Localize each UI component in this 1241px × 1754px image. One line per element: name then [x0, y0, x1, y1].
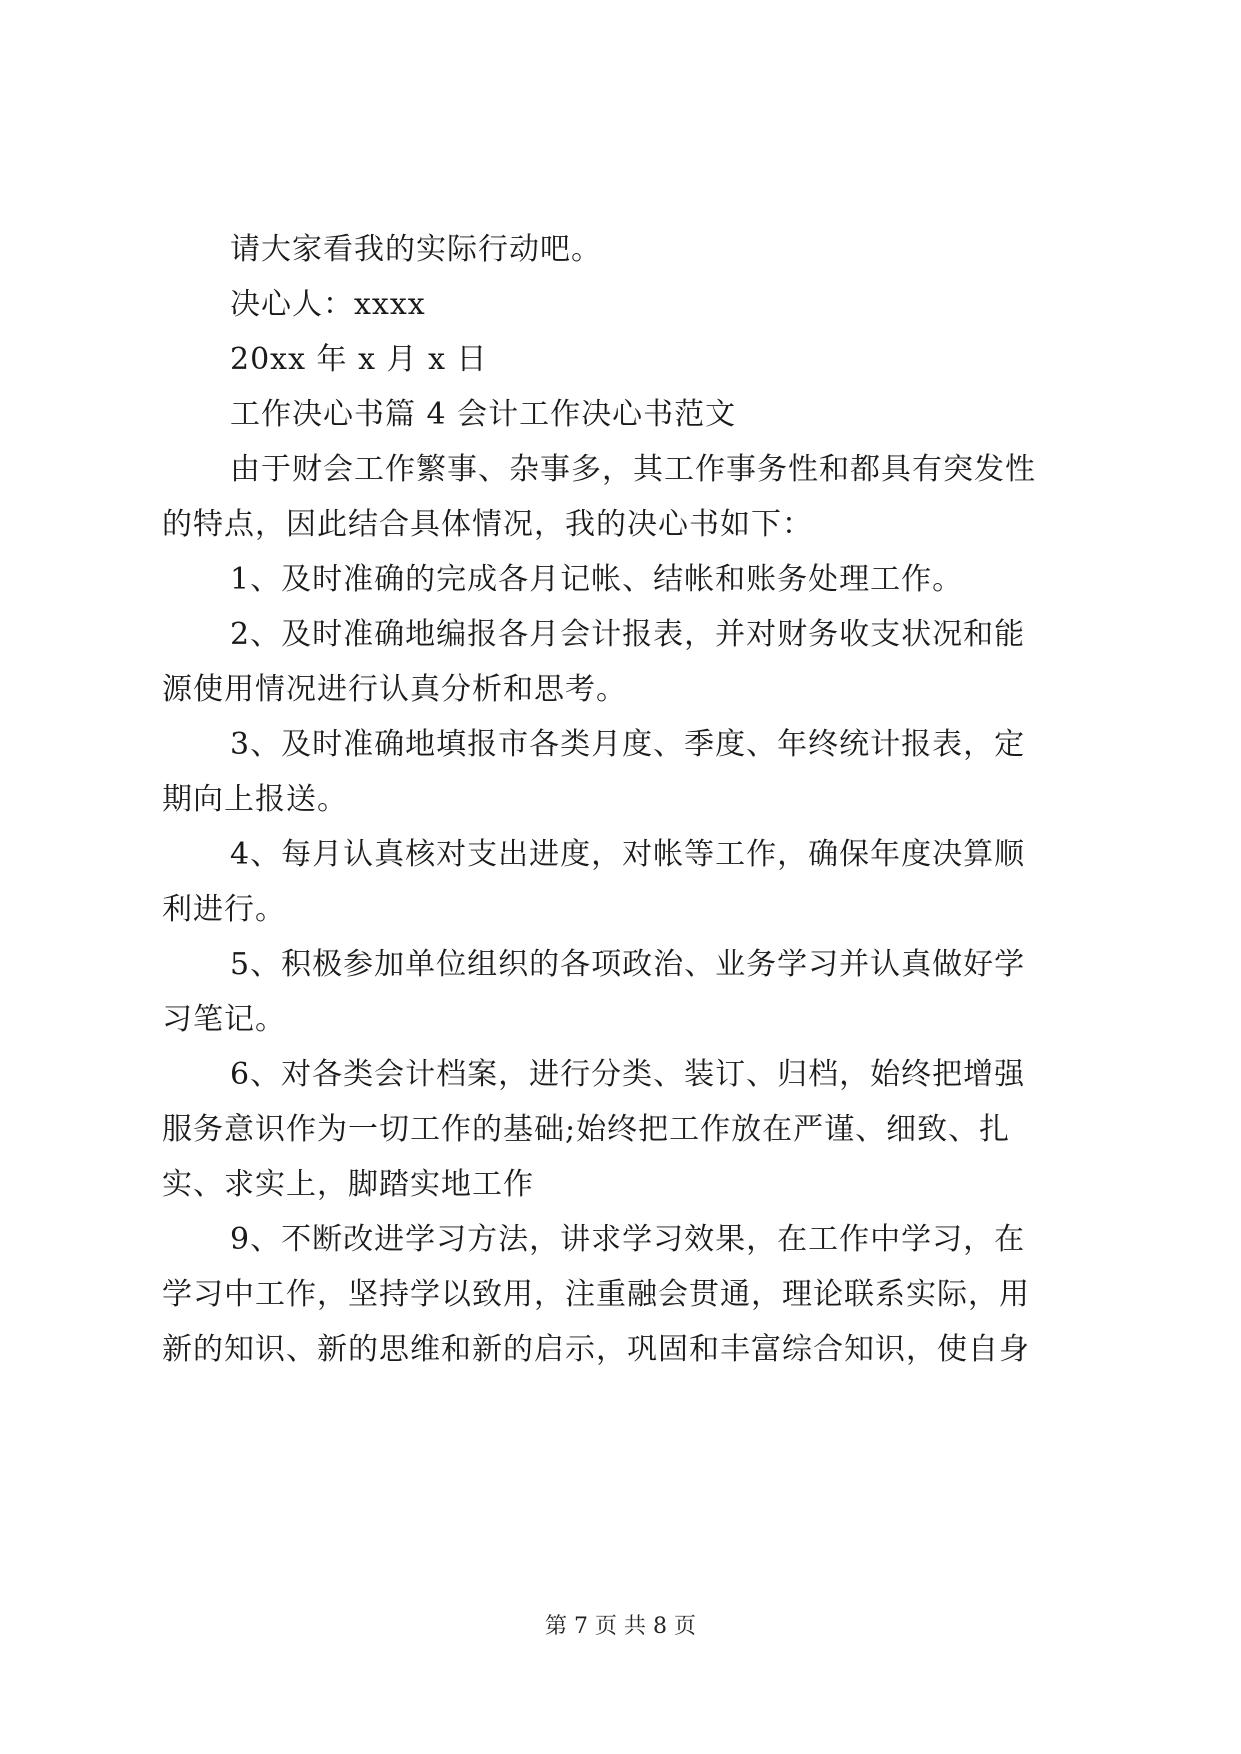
list-item-3: 3、及时准确地填报市各类月度、季度、年终统计报表，定 — [230, 727, 1026, 762]
list-item-4: 4、每月认真核对支出进度，对帐等工作，确保年度决算顺 — [230, 837, 1026, 872]
list-item-6-cont: 实、求实上，脚踏实地工作 — [162, 1167, 534, 1202]
list-item-3-cont: 期向上报送。 — [162, 782, 348, 817]
list-item-5-cont: 习笔记。 — [162, 1002, 286, 1037]
list-item-9-cont: 新的知识、新的思维和新的启示，巩固和丰富综合知识，使自身 — [162, 1332, 1030, 1367]
list-item-9: 9、不断改进学习方法，讲求学习效果，在工作中学习，在 — [230, 1222, 1026, 1257]
list-item-6: 6、对各类会计档案，进行分类、装订、归档，始终把增强 — [230, 1057, 1026, 1092]
list-item-4-cont: 利进行。 — [162, 892, 286, 927]
text-line-closing: 请大家看我的实际行动吧。 — [230, 232, 602, 267]
paragraph-line: 的特点，因此结合具体情况，我的决心书如下： — [162, 507, 813, 542]
paragraph-line: 由于财会工作繁事、杂事多，其工作事务性和都具有突发性 — [230, 452, 1036, 487]
list-item-6-cont: 服务意识作为一切工作的基础;始终把工作放在严谨、细致、扎 — [162, 1112, 1011, 1147]
section-heading: 工作决心书篇 4 会计工作决心书范文 — [230, 397, 737, 432]
text-line-signer: 决心人：xxxx — [230, 287, 426, 322]
list-item-1: 1、及时准确的完成各月记帐、结帐和账务处理工作。 — [230, 562, 964, 597]
list-item-2: 2、及时准确地编报各月会计报表，并对财务收支状况和能 — [230, 617, 1026, 652]
text-line-date: 20xx 年 x 月 x 日 — [230, 342, 488, 377]
list-item-9-cont: 学习中工作，坚持学以致用，注重融会贯通，理论联系实际，用 — [162, 1277, 1030, 1312]
list-item-2-cont: 源使用情况进行认真分析和思考。 — [162, 672, 627, 707]
page-footer: 第 7 页 共 8 页 — [545, 1614, 696, 1639]
list-item-5: 5、积极参加单位组织的各项政治、业务学习并认真做好学 — [230, 947, 1026, 982]
